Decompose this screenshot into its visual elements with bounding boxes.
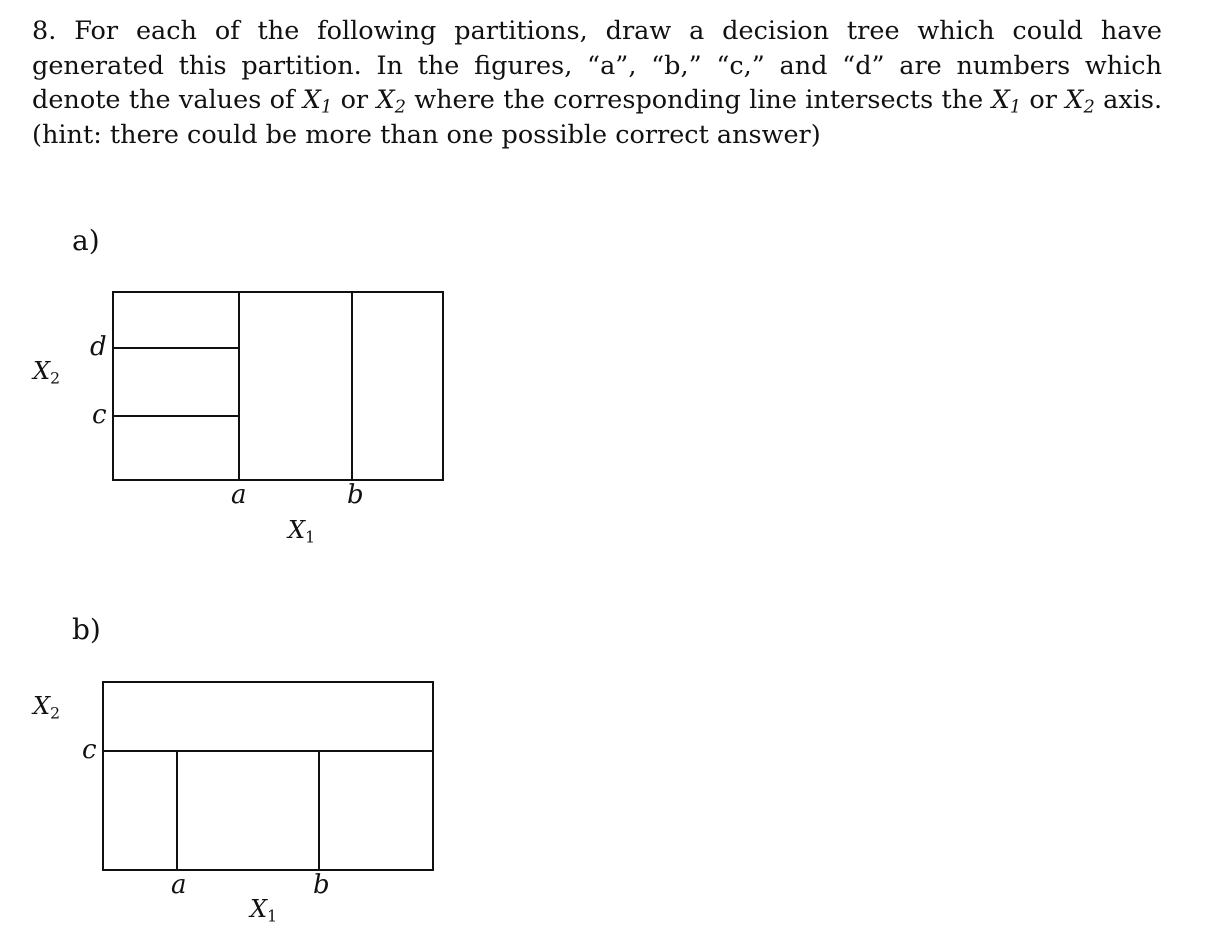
question-text: [32, 14, 1162, 152]
figure-a-y-axis-label: $X_2$: [33, 357, 61, 388]
var-x2: $X_2$: [376, 85, 406, 118]
figure-a-label: a): [72, 224, 100, 257]
question-line-4: axis. (hint: there could be more: [32, 85, 1163, 150]
question-line-2: partition. In the figures, “a”, “b,” “c,” and “d” are numbers which denote the values of: [32, 50, 1162, 115]
question-number: 8.: [32, 16, 57, 46]
or-word-2: or: [1029, 85, 1057, 115]
figure-b-tick-b: b: [313, 870, 330, 900]
figure-b-tick-a: a: [171, 870, 187, 900]
figure-b-y-axis-label: $X_2$: [33, 692, 61, 723]
figure-a-partition: [112, 291, 444, 481]
figure-b-tick-c: c: [82, 735, 97, 765]
figure-b-x-axis-label: $X_1$: [250, 895, 278, 926]
or-word-1: or: [340, 85, 369, 115]
figure-b-label: b): [72, 613, 101, 646]
figure-b-partition: [102, 681, 434, 871]
var-x1: $X_1$: [302, 85, 333, 118]
var-x2-b: $X_2$: [1065, 85, 1095, 118]
question-line-1: For each of the following partitions, draw a decision tree which could have generated this: [32, 16, 1162, 81]
var-x1-b: $X_1$: [991, 85, 1022, 118]
figure-a-border: [113, 292, 443, 480]
question-line-3: where the corresponding line intersects the: [414, 85, 984, 115]
figure-a-tick-c: c: [92, 400, 107, 430]
figure-a-x-axis-label: $X_1$: [288, 516, 316, 547]
figure-b-border: [103, 682, 433, 870]
question-line-5: than one possible correct answer): [380, 119, 821, 150]
figure-a-tick-b: b: [347, 480, 364, 510]
figure-a-tick-a: a: [231, 480, 247, 510]
figure-a-tick-d: d: [90, 332, 107, 362]
